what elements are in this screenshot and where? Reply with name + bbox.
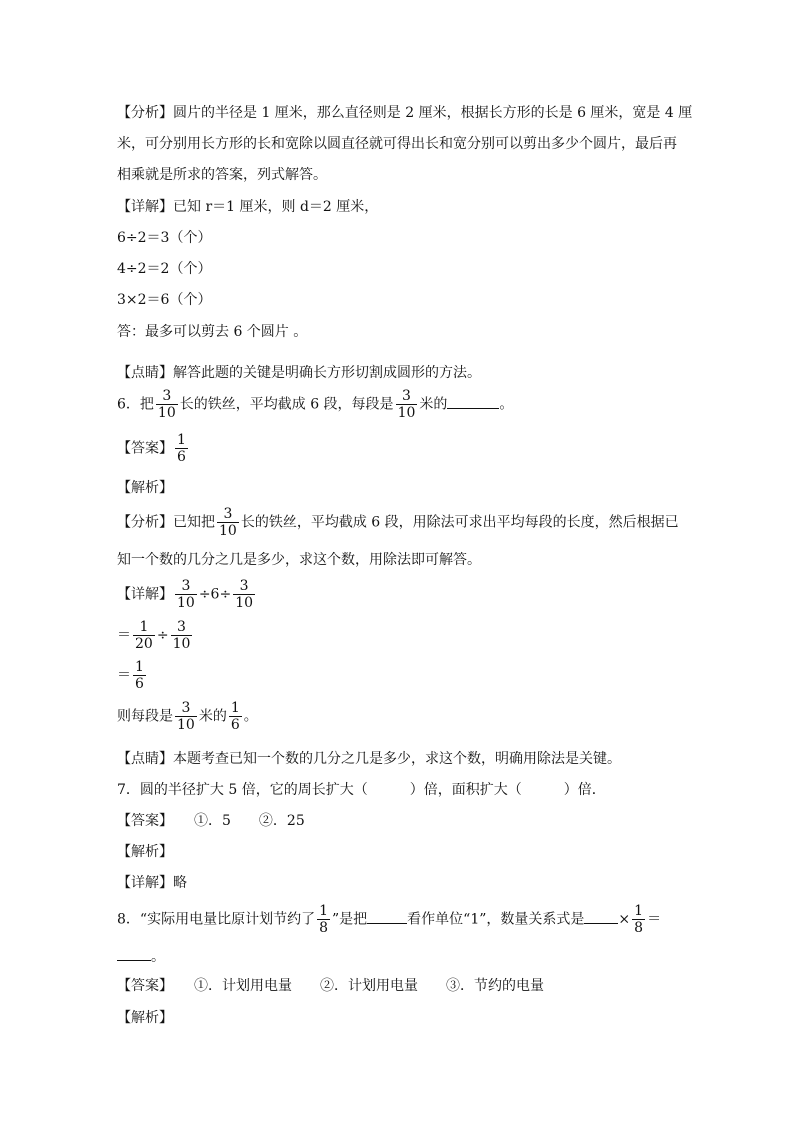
q8-answer: 【答案】 ①．计划用电量 ②．计划用电量 ③．节约的电量 — [117, 978, 544, 994]
q6-divide: ÷ — [156, 627, 169, 644]
fraction-one-sixth — [133, 659, 146, 692]
q6-answer-label: 【答案】 — [117, 440, 173, 457]
q7-question: 7．圆的半径扩大 5 倍，它的周长扩大（ ）倍，面积扩大（ ）倍． — [117, 782, 606, 798]
q6-then-a: 则每段是 — [117, 708, 173, 725]
fraction-one-sixth — [229, 700, 242, 733]
fraction-numerator: 3 — [239, 578, 249, 594]
q6-answer — [117, 432, 190, 465]
fraction-numerator: 1 — [177, 432, 186, 448]
answer-blank — [584, 909, 618, 924]
q6-text-d: 。 — [499, 396, 514, 413]
q6-equals-2: ＝ — [117, 667, 131, 684]
fraction-three-tenths — [175, 700, 197, 733]
fraction-one-eighth — [317, 903, 330, 936]
fraction-denominator: 10 — [235, 595, 254, 611]
p5-equation-3: 3×2＝6（个） — [117, 292, 212, 308]
fraction-denominator: 10 — [157, 405, 176, 421]
answer-blank — [117, 946, 151, 961]
q8-times: × — [618, 911, 631, 928]
q6-text-a: 6．把 — [117, 396, 154, 413]
p5-detail: 【详解】已知 r＝1 厘米，则 d＝2 厘米， — [117, 199, 379, 215]
fraction-denominator: 6 — [135, 676, 144, 692]
fraction-denominator: 8 — [319, 920, 328, 936]
q7-answer: 【答案】 ①．5 ②．25 — [117, 813, 305, 829]
answer-blank — [447, 394, 499, 409]
fraction-three-tenths — [171, 619, 193, 652]
fraction-denominator: 10 — [177, 717, 195, 733]
q8-equals: ＝ — [647, 911, 662, 928]
q6-text-c: 米的 — [419, 396, 448, 413]
fraction-numerator: 3 — [223, 506, 233, 522]
q7-jiexi: 【解析】 — [117, 844, 173, 860]
q6-div6: ÷6÷ — [198, 586, 232, 603]
q7-detail: 【详解】略 — [117, 875, 187, 891]
fraction-denominator: 10 — [219, 523, 237, 539]
q6-jiexi: 【解析】 — [117, 480, 173, 496]
p5-analysis-line1: 【分析】圆片的半径是 1 厘米，那么直径则是 2 厘米，根据长方形的长是 6 厘米，宽是 4 厘 — [117, 105, 693, 121]
p5-analysis-line3: 相乘就是所求的答案，列式解答。 — [117, 167, 327, 183]
q6-detail-line2 — [117, 619, 194, 652]
fraction-denominator: 6 — [230, 717, 240, 733]
q8-question-line1 — [117, 903, 661, 936]
q6-analysis-text-b: 长的铁丝，平均截成 6 段，用除法可求出平均每段的长度，然后根据已 — [240, 514, 679, 531]
fraction-numerator: 3 — [177, 619, 186, 635]
fraction-numerator: 1 — [135, 659, 144, 675]
q6-question — [117, 388, 513, 421]
fraction-numerator: 3 — [402, 388, 411, 404]
q6-then-c: 。 — [243, 708, 258, 725]
fraction-numerator: 1 — [230, 700, 240, 716]
fraction-numerator: 1 — [319, 903, 328, 919]
fraction-three-tenths — [217, 506, 239, 539]
fraction-denominator: 6 — [177, 449, 186, 465]
p5-analysis-line2: 米，可分别用长方形的长和宽除以圆直径就可得出长和宽分别可以剪出多少个圆片，最后再 — [117, 136, 677, 152]
q6-detail-line1 — [117, 578, 257, 611]
p5-key-point: 【点睛】解答此题的关键是明确长方形切割成圆形的方法。 — [117, 365, 481, 381]
q6-analysis-text-a: 【分析】已知把 — [117, 514, 215, 531]
fraction-one-eighth — [632, 903, 645, 936]
q6-then-b: 米的 — [198, 708, 227, 725]
p5-equation-1: 6÷2＝3（个） — [117, 230, 212, 246]
q6-equals: ＝ — [117, 627, 131, 644]
q8-text-c: 看作单位“1”，数量关系式是 — [407, 911, 585, 928]
fraction-three-tenths — [233, 578, 255, 611]
fraction-numerator: 1 — [634, 903, 644, 919]
q6-analysis-line2: 知一个数的几分之几是多少，求这个数，用除法即可解答。 — [117, 552, 481, 568]
fraction-numerator: 3 — [162, 388, 172, 404]
q8-text-b: ”是把 — [332, 911, 368, 928]
q6-analysis-line1 — [117, 506, 679, 539]
p5-equation-2: 4÷2＝2（个） — [117, 261, 212, 277]
answer-blank — [367, 909, 407, 924]
q6-detail-label: 【详解】 — [117, 586, 173, 603]
fraction-three-tenths — [175, 578, 197, 611]
q8-text-f: 。 — [151, 949, 165, 965]
p5-answer: 答：最多可以剪去 6 个圆片 。 — [117, 324, 308, 340]
q8-text-a: 8．“实际用电量比原计划节约了 — [117, 911, 316, 928]
fraction-numerator: 3 — [181, 578, 191, 594]
fraction-numerator: 1 — [139, 619, 149, 635]
fraction-numerator: 3 — [181, 700, 191, 716]
q8-jiexi: 【解析】 — [117, 1010, 173, 1026]
fraction-three-tenths — [156, 388, 178, 421]
q6-detail-line3 — [117, 659, 148, 692]
fraction-one-sixth — [175, 432, 188, 465]
q8-question-line2 — [117, 946, 165, 967]
fraction-three-tenths — [396, 388, 418, 421]
q6-text-b: 长的铁丝，平均截成 6 段，每段是 — [179, 396, 394, 413]
q6-key-point: 【点睛】本题考查已知一个数的几分之几是多少，求这个数，明确用除法是关键。 — [117, 751, 621, 767]
fraction-denominator: 10 — [177, 595, 195, 611]
fraction-denominator: 8 — [634, 920, 644, 936]
fraction-denominator: 20 — [135, 636, 153, 652]
fraction-denominator: 10 — [397, 405, 416, 421]
fraction-denominator: 10 — [172, 636, 191, 652]
q6-conclusion — [117, 700, 258, 733]
fraction-one-twentieth — [133, 619, 155, 652]
